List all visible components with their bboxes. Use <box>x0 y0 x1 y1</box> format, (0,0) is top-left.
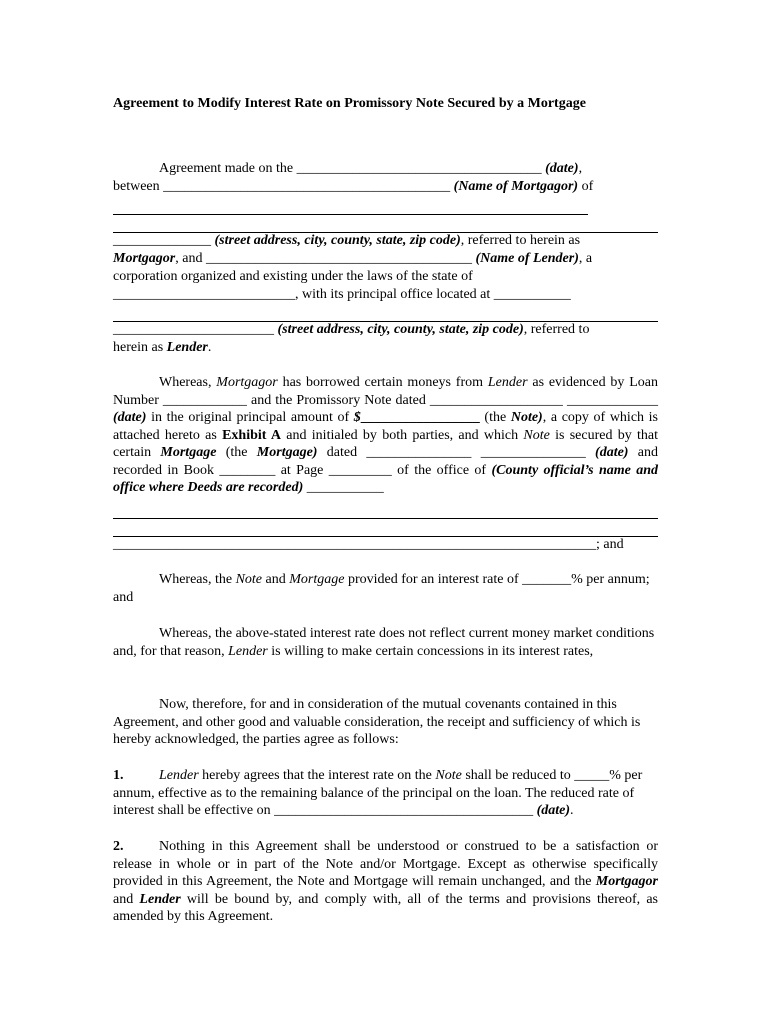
blank-line <box>113 518 658 537</box>
mortgagor-name-line: between _________________________________________ (Name of Mortgagor) of <box>113 179 594 194</box>
document-title: Agreement to Modify Interest Rate on Promissory Note Secured by a Mortgage <box>113 96 586 111</box>
and-line: _____________________________________________________________________; and <box>113 537 624 552</box>
clause-1: 1. Lender hereby agrees that the interest rate on the Note shall be reduced to _____% per annum, effective as to the remaining balance of the principal on the loan. The reduced rate of interest shall be effective on _____________________________________ (date). <box>113 768 643 818</box>
now-therefore-paragraph: Now, therefore, for and in consideration of the mutual covenants contained in this Agreement, and other good and valuable consideration, the receipt and sufficiency of which is hereby acknowledged, the parties agree as follows: <box>113 697 641 747</box>
herein-lender-line: herein as Lender. <box>113 340 212 355</box>
blank-line <box>113 500 658 519</box>
whereas-market-paragraph: Whereas, the above-stated interest rate does not reflect current money market conditions and, for that reason, Lender is willing to make certain concessions in its interest rates, <box>113 626 655 659</box>
lender-address-line: _______________________ (street address, city, county, state, zip code), referred to <box>113 322 590 337</box>
blank-line <box>113 196 658 215</box>
blank-line <box>113 214 658 233</box>
blank-line <box>113 303 658 322</box>
whereas-rate-paragraph: Whereas, the Note and Mortgage provided for an interest rate of _______% per annum; and <box>113 572 650 605</box>
mortgagor-address-line: ______________ (street address, city, county, state, zip code), referred to herein as <box>113 233 581 248</box>
whereas-loan-paragraph: Whereas, Mortgagor has borrowed certain moneys from Lender as evidenced by Loan Number ____________ and the Promissory Note dated ___________________ _____________ (date) in the original principal amount of $_________________ (the Note), a copy of which is attached hereto as Exhibit A and initialed by both parties, and which Note is secured by that certain Mortgage (the Mortgage) dated _______________ _______________ (date) and recorded in Book ________ at Page _________ of the office of (County official’s name and office where Deeds are recorded) ___________ <box>113 375 659 495</box>
principal-office-line: __________________________, with its principal office located at ___________ <box>113 287 571 302</box>
agreement-date-line: Agreement made on the ___________________________________ (date), <box>159 161 583 176</box>
lender-name-line: Mortgagor, and ______________________________________ (Name of Lender), a <box>113 251 593 266</box>
corporation-line: corporation organized and existing under the laws of the state of <box>113 269 473 284</box>
clause-2: 2. Nothing in this Agreement shall be understood or construed to be a satisfaction or release in whole or in part of the Note and/or Mortgage. Except as otherwise specifically provided in this Agreement, the Note and Mortgage will remain unchanged, and the Mortgagor and Lender will be bound by, and comply with, all of the terms and provisions thereof, as amended by this Agreement. <box>113 839 658 924</box>
